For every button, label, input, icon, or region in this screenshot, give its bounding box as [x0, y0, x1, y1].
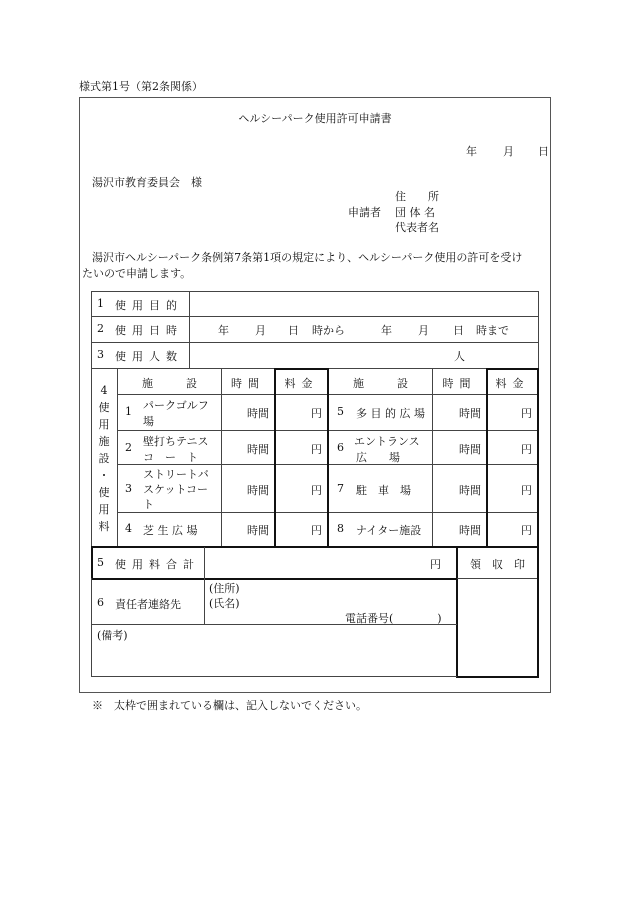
datetime-until: 時まで [476, 324, 509, 337]
facility-6-time: 時間 [459, 443, 481, 456]
facility-8-name-1: ナイター施設 [356, 524, 422, 537]
facility-7-num: 7 [337, 482, 344, 495]
facility-1-name-1: パークゴルフ [143, 399, 209, 412]
applicant-group-label: 団 体 名 [395, 206, 435, 219]
footnote: ※ 太枠で囲まれている欄は、記入しないでください。 [92, 699, 367, 712]
header-time-right: 時間 [442, 377, 477, 390]
facility-1-time: 時間 [247, 407, 269, 420]
header-facility-left: 施 設 [142, 377, 197, 390]
contact-num: 6 [97, 596, 104, 609]
datetime-from: 時から [312, 324, 345, 337]
header-time-left: 時間 [231, 377, 265, 390]
facility-4-name-1: 芝 生 広 場 [143, 524, 198, 537]
datetime-day-2: 日 [453, 324, 464, 337]
facility-7-time: 時間 [459, 484, 481, 497]
facility-3-time: 時間 [247, 484, 269, 497]
facility-1-fee: 円 [311, 407, 322, 420]
applicant-representative-label: 代表者名 [395, 221, 439, 234]
facility-4-fee: 円 [311, 524, 322, 537]
remarks-label: (備考) [97, 629, 128, 642]
purpose-label: 使用目的 [115, 299, 183, 312]
datetime-month-2: 月 [418, 324, 429, 337]
total-num: 5 [97, 556, 104, 569]
facility-6-num: 6 [337, 441, 344, 454]
facility-8-time: 時間 [459, 524, 481, 537]
facility-5-name-1: 多 目 的 広 場 [356, 407, 425, 420]
facility-7-fee: 円 [521, 484, 532, 497]
datetime-year-2: 年 [381, 324, 392, 337]
facility-2-name-1: 壁打ちテニス [143, 435, 209, 448]
addressee: 湯沢市教育委員会 様 [92, 176, 202, 189]
datetime-year-1: 年 [218, 324, 229, 337]
datetime-day-1: 日 [288, 324, 299, 337]
form-title: ヘルシーパーク使用許可申請書 [238, 112, 392, 125]
facility-7-name-1: 駐 車 場 [356, 484, 411, 497]
total-unit: 円 [430, 558, 441, 571]
facility-3-fee: 円 [311, 484, 322, 497]
facility-2-name-2: コ ー ト [143, 451, 198, 464]
contact-address-label: (住所) [209, 582, 240, 595]
contact-name-label: (氏名) [209, 597, 240, 610]
date-day: 日 [538, 145, 549, 158]
date-year: 年 [466, 145, 477, 158]
facility-6-name-1: エントランス [354, 435, 420, 448]
facility-6-fee: 円 [521, 443, 532, 456]
facility-1-num: 1 [125, 405, 132, 418]
form-number: 様式第1号（第2条関係） [79, 80, 203, 93]
facility-3-name-2: スケットコー [143, 483, 209, 496]
datetime-num: 2 [97, 322, 104, 335]
datetime-label: 使用日時 [115, 324, 183, 337]
facility-3-num: 3 [125, 482, 132, 495]
facility-5-time: 時間 [459, 407, 481, 420]
datetime-month-1: 月 [255, 324, 266, 337]
applicant-address-label: 住 所 [395, 190, 439, 203]
body-text-line-2: たいので申請します。 [82, 267, 192, 280]
facility-8-fee: 円 [521, 524, 532, 537]
facility-2-time: 時間 [247, 443, 269, 456]
facility-5-fee: 円 [521, 407, 532, 420]
contact-label: 責任者連絡先 [115, 598, 181, 611]
facility-6-name-2: 広 場 [356, 451, 400, 464]
facility-8-num: 8 [337, 522, 344, 535]
facility-side-label: 4 使 用 施 設 ・ 使 用 料 [98, 384, 110, 533]
facility-4-time: 時間 [247, 524, 269, 537]
purpose-num: 1 [97, 297, 104, 310]
contact-phone-label: 電話番号( ) [345, 612, 442, 625]
people-num: 3 [97, 348, 104, 361]
people-unit: 人 [454, 350, 465, 363]
total-label: 使用料合計 [115, 558, 200, 571]
facility-5-num: 5 [337, 405, 344, 418]
facility-4-num: 4 [125, 522, 132, 535]
header-fee-right: 料金 [495, 377, 530, 390]
people-label: 使用人数 [115, 350, 183, 363]
date-month: 月 [503, 145, 514, 158]
purpose-input[interactable] [190, 292, 538, 316]
header-facility-right: 施 設 [353, 377, 408, 390]
facility-1-name-2: 場 [143, 415, 154, 428]
facility-2-num: 2 [125, 441, 132, 454]
header-fee-left: 料金 [284, 377, 319, 390]
receipt-stamp-label: 領 収 印 [470, 558, 525, 571]
facility-2-fee: 円 [311, 443, 322, 456]
applicant-label: 申請者 [348, 206, 381, 219]
facility-3-name-1: ストリートバ [143, 468, 209, 481]
body-text-line-1: 湯沢市ヘルシーパーク条例第7条第1項の規定により、ヘルシーパーク使用の許可を受け [92, 251, 523, 264]
facility-3-name-3: ト [143, 498, 154, 511]
